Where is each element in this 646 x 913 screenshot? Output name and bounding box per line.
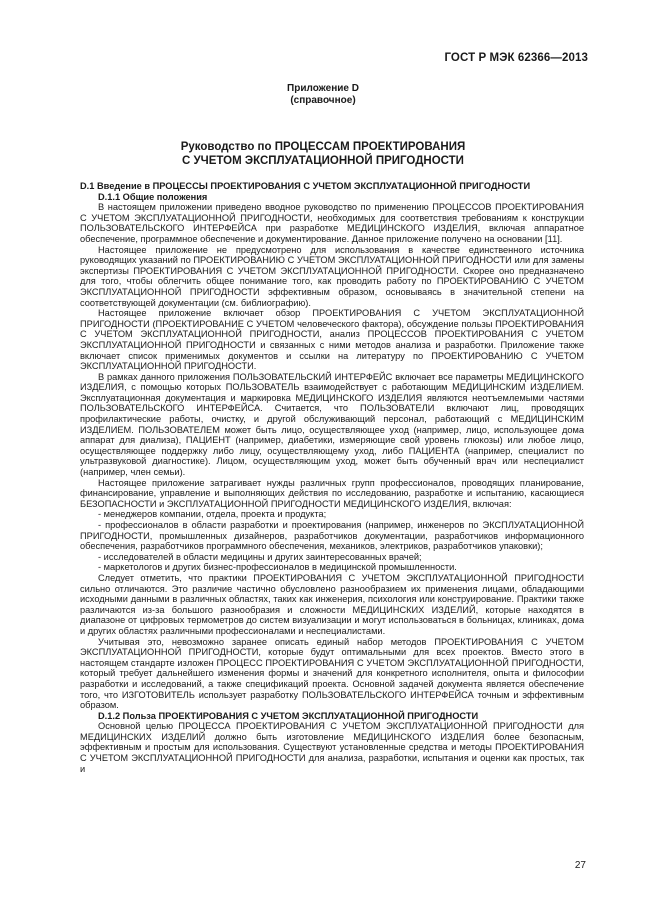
page-number: 27 <box>574 860 586 871</box>
body-text <box>80 181 584 774</box>
list-item: - исследователей в области медицины и других заинтересованных врачей; <box>98 551 422 562</box>
paragraph: Настоящее приложение не предусмотрено для использования в качестве единственного источника руководящих указаний по ПРОЕКТИРОВАНИЮ С УЧЕТОМ ЭКСПЛУАТАЦИОННОЙ ПРИГОДНОСТИ или для замены экспертизы ПРОЕКТИРОВАНИЯ С УЧЕТОМ ЭКСПЛУАТАЦИОННОЙ ПРИГОДНОСТИ. Скорее оно предназначено для того, чтобы облегчить общее понимание того, как проводить работу по ПРОЕКТИРОВАНИЮ С УЧЕТОМ ЭКСПЛУАТАЦИОННОЙ ПРИГОДНОСТИ эффективным образом, основываясь в значительной степени на соответствующей документации (см. библиографию). <box>80 244 584 308</box>
paragraph: В настоящем приложении приведено вводное руководство по применению ПРОЦЕССОВ ПРОЕКТИРОВАНИЯ С УЧЕТОМ ЭКСПЛУАТАЦИОННОЙ ПРИГОДНОСТИ, необходимых для соответствия требованиям к конструкции ПОЛЬЗОВАТЕЛЬСКОГО ИНТЕРФЕЙСА при разработке МЕДИЦИНСКОГО ИЗДЕЛИЯ, включая аппаратное обеспечение, программное обеспечение и документирование. Данное приложение получено на основании [11]. <box>80 202 584 244</box>
paragraph: Следует отметить, что практики ПРОЕКТИРОВАНИЯ С УЧЕТОМ ЭКСПЛУАТАЦИОННОЙ ПРИГОДНОСТИ сильно отличаются. Это различие частично обусловлено разнообразием их применения лицами, обладающими исходными данными в различных областях, таких как инженерия, психология или конструирование. Практики также различаются из-за большого разнообразия и сложности МЕДИЦИНСКИХ ИЗДЕЛИЙ, которые находятся в диапазоне от цифровых термометров до систем визуализации и могут использоваться в больницах, клиниках, дома и других областях различными профессионалами и неспециалистами. <box>80 572 584 636</box>
standard-designation: ГОСТ Р МЭК 62366—2013 <box>444 52 588 64</box>
appendix-label: Приложение D <box>287 83 359 94</box>
paragraph: Настоящее приложение включает обзор ПРОЕКТИРОВАНИЯ С УЧЕТОМ ЭКСПЛУАТАЦИОННОЙ ПРИГОДНОСТИ (ПРОЕКТИРОВАНИЕ С УЧЕТОМ человеческого фактора), обсуждение пользы ПРОЕКТИРОВАНИЯ С УЧЕТОМ ЭКСПЛУАТАЦИОННОЙ ПРИГОДНОСТИ, анализ ПРОЦЕССОВ ПРОЕКТИРОВАНИЯ С УЧЕТОМ ЭКСПЛУАТАЦИОННОЙ ПРИГОДНОСТИ и связанных с ними методов анализа и разработки. Приложение также включает список применимых документов и ссылки на литературу по ПРОЕКТИРОВАНИЮ С УЧЕТОМ ЭКСПЛУАТАЦИОННОЙ ПРИГОДНОСТИ. <box>80 308 584 372</box>
appendix-heading <box>0 83 646 107</box>
document-title <box>0 140 646 168</box>
section-heading-d1: D.1 Введение в ПРОЦЕССЫ ПРОЕКТИРОВАНИЯ С УЧЕТОМ ЭКСПЛУАТАЦИОННОЙ ПРИГОДНОСТИ <box>80 181 531 191</box>
title-line-2: С УЧЕТОМ ЭКСПЛУАТАЦИОННОЙ ПРИГОДНОСТИ <box>182 155 464 167</box>
title-line-1: Руководство по ПРОЦЕССАМ ПРОЕКТИРОВАНИЯ <box>180 141 466 153</box>
paragraph: Настоящее приложение затрагивает нужды различных групп профессионалов, проводящих планирование, финансирование, управление и выполняющих действия по исследованию, разработке и испытанию, касающиеся БЕЗОПАСНОСТИ и ЭКСПЛУАТАЦИОННОЙ ПРИГОДНОСТИ МЕДИЦИНСКОГО ИЗДЕЛИЯ, включая: <box>80 477 584 509</box>
list-item: - менеджеров компании, отдела, проекта и продукта; <box>98 509 327 520</box>
list-item: - маркетологов и других бизнес-профессионалов в медицинской промышленности. <box>98 562 457 573</box>
appendix-type: (справочное) <box>290 95 356 106</box>
section-heading-d1-1: D.1.1 Общие положения <box>98 191 208 202</box>
section-heading-d1-2: D.1.2 Польза ПРОЕКТИРОВАНИЯ С УЧЕТОМ ЭКСПЛУАТАЦИОННОЙ ПРИГОДНОСТИ <box>98 710 479 721</box>
paragraph: Учитывая это, невозможно заранее описать единый набор методов ПРОЕКТИРОВАНИЯ С УЧЕТОМ ЭКСПЛУАТАЦИОННОЙ ПРИГОДНОСТИ, которые будут оптимальными для всех проектов. Вместо этого в настоящем стандарте изложен ПРОЦЕСС ПРОЕКТИРОВАНИЯ С УЧЕТОМ ЭКСПЛУАТАЦИОННОЙ ПРИГОДНОСТИ, который требует дальнейшего изменения формы и значений для конкретного исполнителя, опыта и философии разработки и исследований, а также спецификаций проекта. Основной задачей документа является обеспечение того, что ИЗГОТОВИТЕЛЬ использует разработку ПОЛЬЗОВАТЕЛЬСКОГО ИНТЕРФЕЙСА точным и эффективным образом. <box>80 636 584 711</box>
paragraph: В рамках данного приложения ПОЛЬЗОВАТЕЛЬСКИЙ ИНТЕРФЕЙС включает все параметры МЕДИЦИНСКОГО ИЗДЕЛИЯ, с помощью которых ПОЛЬЗОВАТЕЛЬ взаимодействует с работающим МЕДИЦИНСКИМ ИЗДЕЛИЕМ. Эксплуатационная документация и маркировка МЕДИЦИНСКОГО ИЗДЕЛИЯ являются неотъемлемыми частями ПОЛЬЗОВАТЕЛЬСКОГО ИНТЕРФЕЙСА. Считается, что ПОЛЬЗОВАТЕЛИ включают лиц, проводящих профилактические работы, очистку, и другой обслуживающий персонал, работающий с МЕДИЦИНСКИМ ИЗДЕЛИЕМ. ПОЛЬЗОВАТЕЛЕМ может быть лицо, осуществляющее уход (например, лицо, использующее дома аппарат для диализа), ПАЦИЕНТ (например, диабетики, измеряющие свой уровень глюкозы) или любое лицо, осуществляющее поддержку либо лицу, осуществляющему уход, либо ПАЦИЕНТА (например, специалист по ультразвуковой диагностике). Лицом, осуществляющим уход, может быть обученный врач или неспециалист (например, член семьи). <box>80 371 584 478</box>
paragraph: Основной целью ПРОЦЕССА ПРОЕКТИРОВАНИЯ С УЧЕТОМ ЭКСПЛУАТАЦИОННОЙ ПРИГОДНОСТИ для МЕДИЦИНСКИХ ИЗДЕЛИЙ должно быть изготовление МЕДИЦИНСКОГО ИЗДЕЛИЯ более безопасным, эффективным и простым для использования. Существуют установленные средства и методы ПРОЕКТИРОВАНИЯ С УЧЕТОМ ЭКСПЛУАТАЦИОННОЙ ПРИГОДНОСТИ для анализа, разработки, испытания и оценки как простых, так и <box>80 721 584 774</box>
list-item: - профессионалов в области разработки и проектирования (например, инженеров по ЭКСПЛУАТАЦИОННОЙ ПРИГОДНОСТИ, промышленных дизайнеров, разработчиков документации, разработчиков информационного обеспечения, разработчиков программного обеспечения, механиков, электриков, разработчиков упаковки); <box>80 520 584 552</box>
